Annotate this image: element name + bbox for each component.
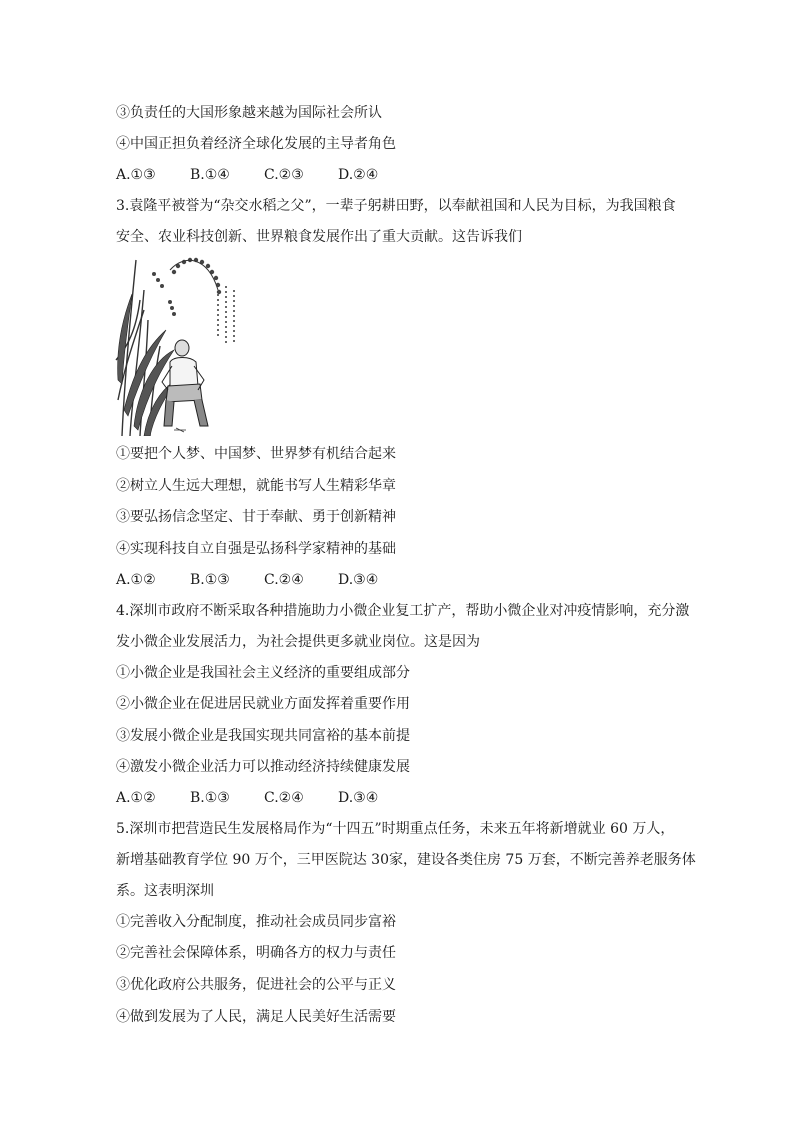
q2-options <box>116 165 412 185</box>
q3-stem-line-1: 3.袁隆平被誉为“杂交水稻之父”，一辈子躬耕田野，以奉献祖国和人民为目标，为我国粮食 <box>116 198 676 214</box>
q4-option-c: C.②④ <box>264 790 304 806</box>
q5-stem-line-2: 新增基础教育学位 90 万个，三甲医院达 30家，建设各类住房 75 万套，不断完善养老服务体 <box>116 852 696 868</box>
q3-option-d: D.③④ <box>338 572 379 588</box>
q3-item-1: ①要把个人梦、中国梦、世界梦有机结合起来 <box>116 446 396 462</box>
q5-stem-line-1: 5.深圳市把营造民生发展格局作为“十四五”时期重点任务，未来五年将新增就业 60 万人， <box>116 821 675 837</box>
q4-item-4: ④激发小微企业活力可以推动经济持续健康发展 <box>116 759 410 775</box>
q5-item-1: ①完善收入分配制度，推动社会成员同步富裕 <box>116 914 396 930</box>
q3-item-4: ④实现科技自立自强是弘扬科学家精神的基础 <box>116 541 396 557</box>
q3-stem-line-2: 安全、农业科技创新、世界粮食发展作出了重大贡献。这告诉我们 <box>116 229 522 245</box>
q3-option-b: B.①③ <box>190 572 230 588</box>
q2-option-a: A.①③ <box>116 167 156 183</box>
q4-item-2: ②小微企业在促进居民就业方面发挥着重要作用 <box>116 696 410 712</box>
q3-option-a: A.①② <box>116 572 156 588</box>
q2-item-4: ④中国正担负着经济全球化发展的主导者角色 <box>116 136 396 152</box>
q3-option-c: C.②④ <box>264 572 304 588</box>
q4-option-b: B.①③ <box>190 790 230 806</box>
q2-option-b: B.①④ <box>190 167 230 183</box>
q5-item-4: ④做到发展为了人民，满足人民美好生活需要 <box>116 1009 396 1025</box>
q4-stem-line-2: 发小微企业发展活力，为社会提供更多就业岗位。这是因为 <box>116 634 480 650</box>
q5-item-2: ②完善社会保障体系，明确各方的权力与责任 <box>116 945 396 961</box>
q3-options <box>116 570 412 590</box>
q5-item-3: ③优化政府公共服务，促进社会的公平与正义 <box>116 977 396 993</box>
q4-option-d: D.③④ <box>338 790 379 806</box>
q2-option-c: C.②③ <box>264 167 304 183</box>
rice-scientist-drawing <box>114 250 248 436</box>
q4-options <box>116 788 412 808</box>
q3-illustration <box>114 250 248 436</box>
q4-item-1: ①小微企业是我国社会主义经济的重要组成部分 <box>116 665 410 681</box>
q3-item-3: ③要弘扬信念坚定、甘于奉献、勇于创新精神 <box>116 509 396 525</box>
q2-option-d: D.②④ <box>338 167 379 183</box>
q3-item-2: ②树立人生远大理想，就能书写人生精彩华章 <box>116 478 396 494</box>
q2-item-3: ③负责任的大国形象越来越为国际社会所认 <box>116 105 382 121</box>
q4-stem-line-1: 4.深圳市政府不断采取各种措施助力小微企业复工扩产，帮助小微企业对冲疫情影响，充分激 <box>116 603 690 619</box>
q4-option-a: A.①② <box>116 790 156 806</box>
q5-stem-line-3: 系。这表明深圳 <box>116 883 214 899</box>
q4-item-3: ③发展小微企业是我国实现共同富裕的基本前提 <box>116 728 410 744</box>
